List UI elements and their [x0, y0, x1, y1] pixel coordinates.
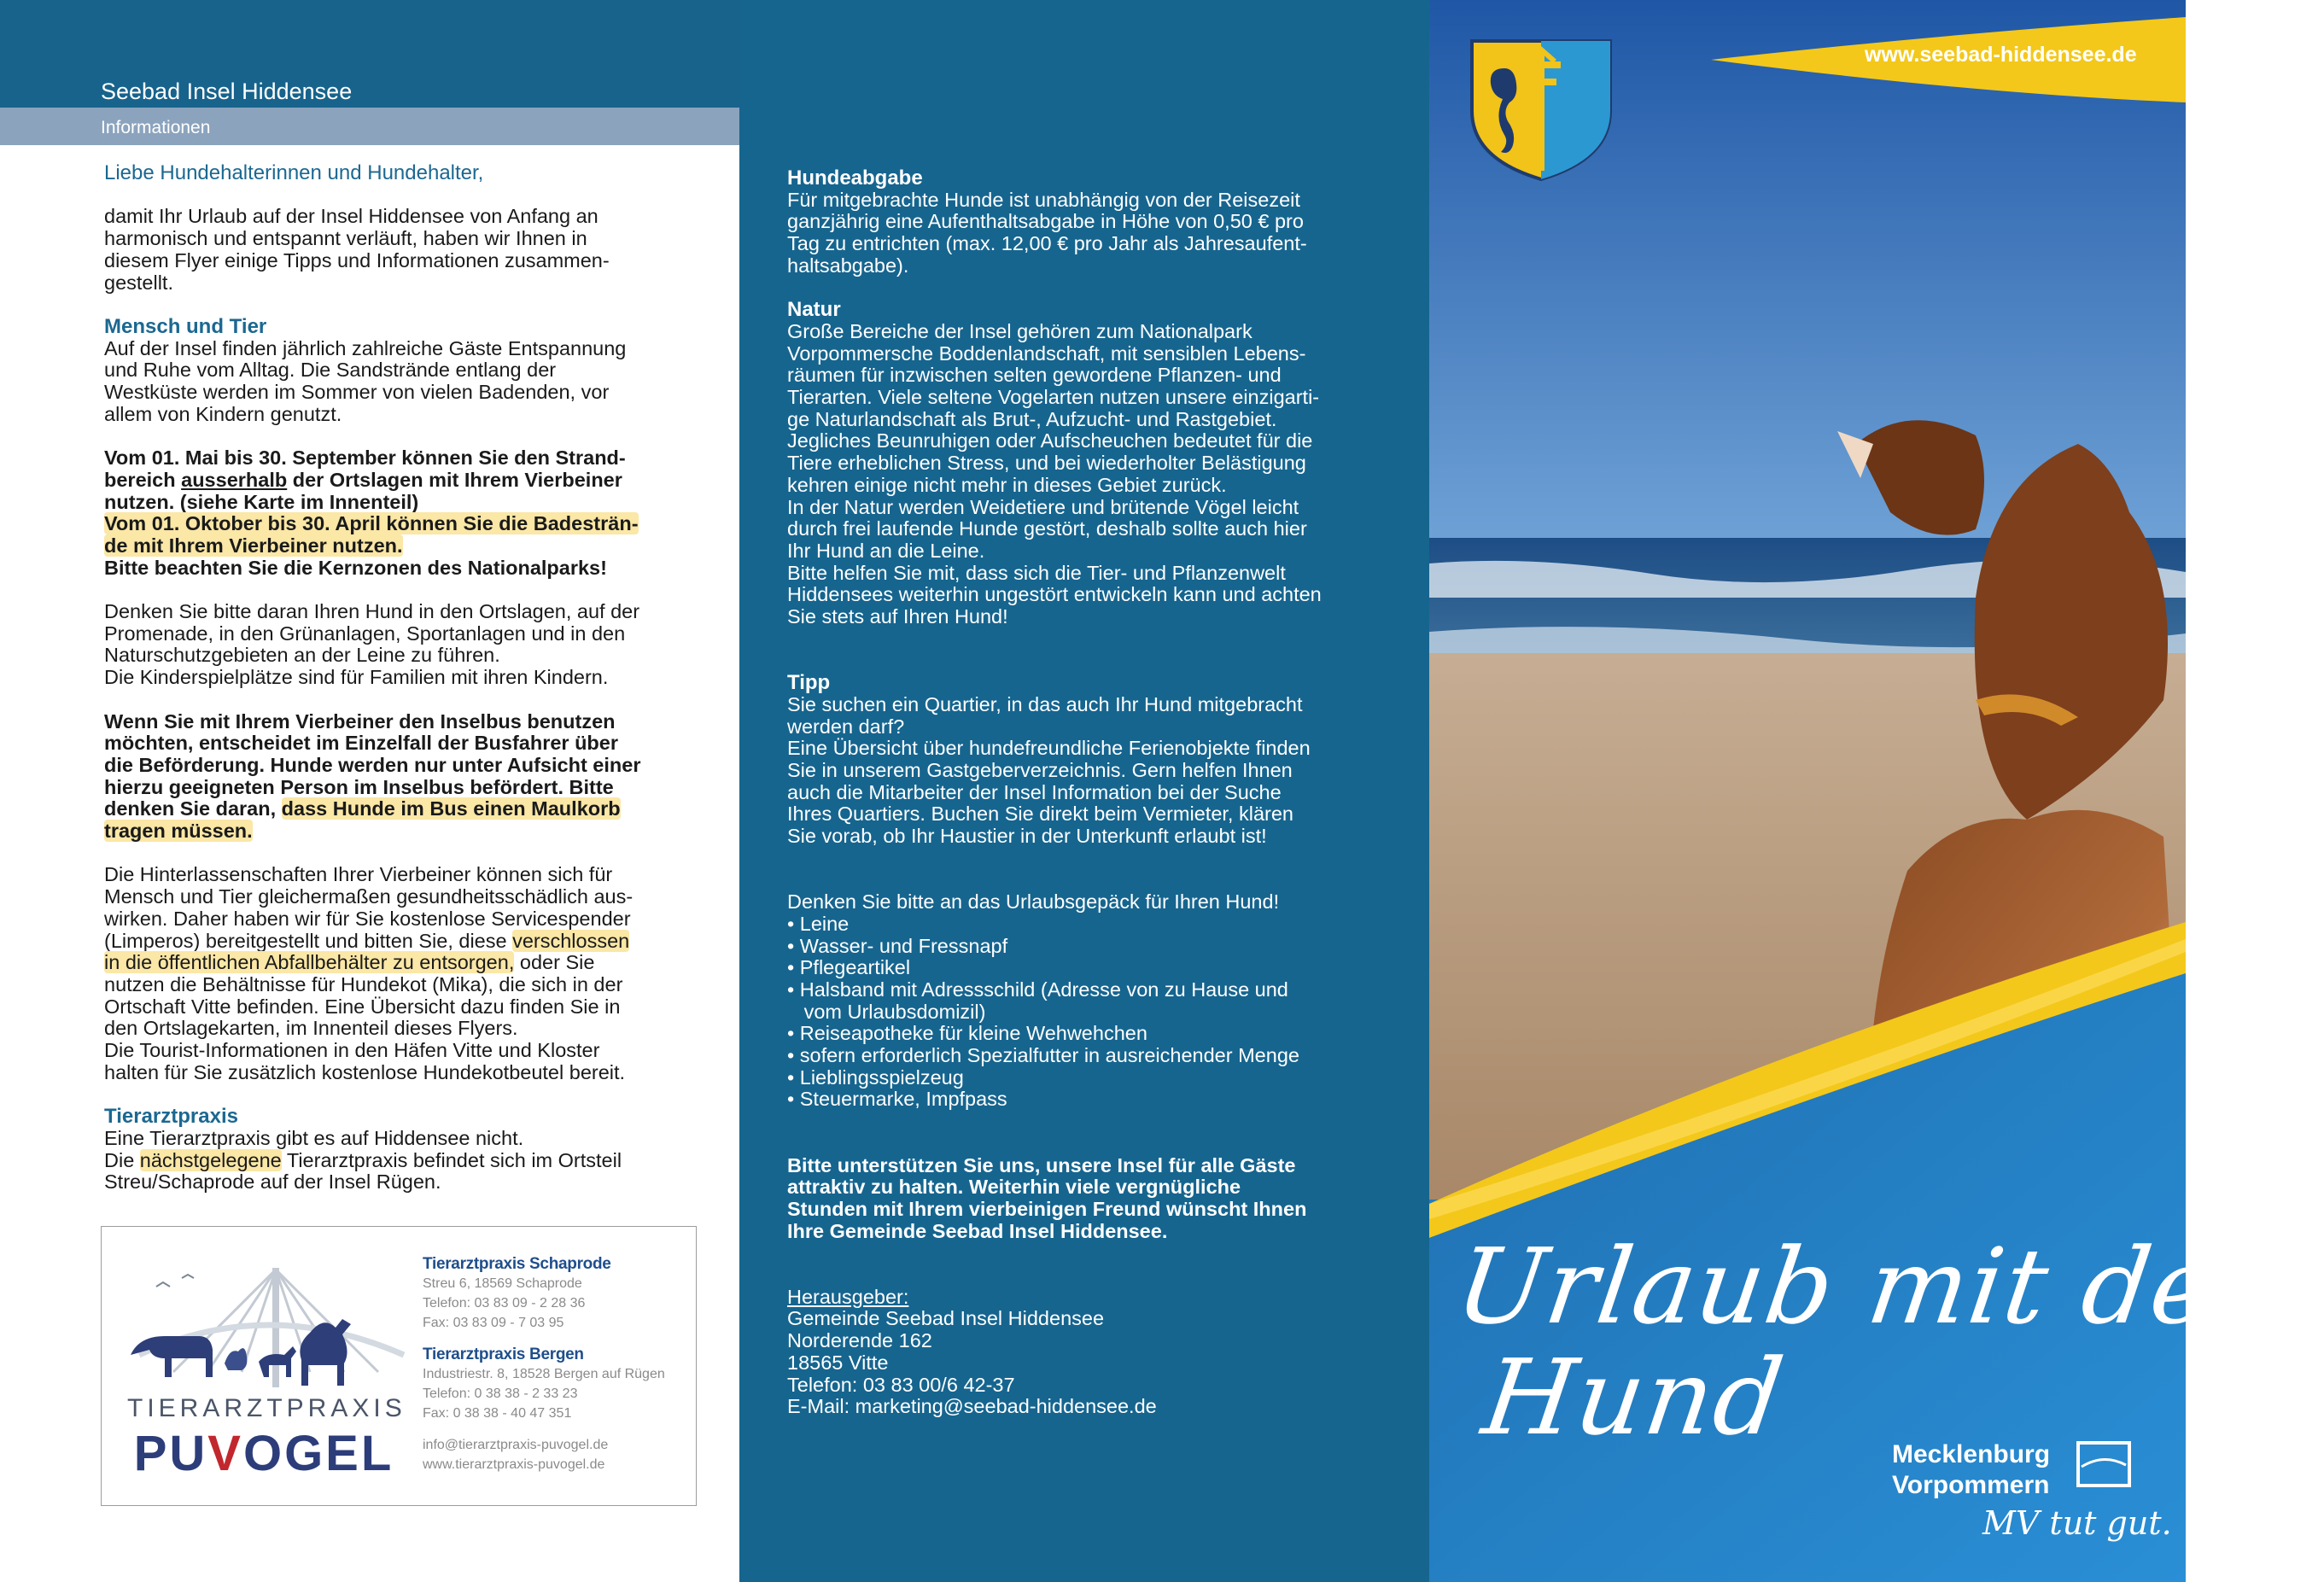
packing-item: • Steuermarke, Impfpass — [787, 1088, 1007, 1111]
maulkorb-highlight: dass Hunde im Bus einen Maulkorb — [281, 797, 621, 820]
mv-line1: Mecklenburg — [1892, 1440, 2051, 1468]
practice2-line: Telefon: 0 38 38 - 2 33 23 — [423, 1386, 578, 1401]
practice1-line: Fax: 03 83 09 - 7 03 95 — [423, 1316, 564, 1330]
panel-cover — [1429, 0, 2324, 1582]
intro-line: diesem Flyer einige Tipps und Informationen zusammen- — [104, 248, 610, 271]
ausserhalb-underlined: ausserhalb — [181, 468, 288, 491]
mensch-line: allem von Kindern genutzt. — [104, 402, 342, 425]
section-bar — [0, 108, 739, 145]
publisher-line: Norderende 162 — [787, 1329, 932, 1352]
packing-item: • Halsband mit Adressschild (Adresse von zu Hause und — [787, 978, 1288, 1001]
vet-contact-column — [423, 1254, 687, 1474]
tipp-line: werden darf? — [787, 715, 905, 738]
closing-message — [787, 1155, 1385, 1243]
bus-line: Wenn Sie mit Ihrem Vierbeiner den Inselbus benutzen — [104, 709, 616, 733]
waste-line: nutzen die Behältnisse für Hundekot (Mika), die sich in der — [104, 972, 623, 995]
vet-logo-name: PUVOGEL — [133, 1426, 394, 1481]
leash-line: Denken Sie bitte daran Ihren Hund in den Ortslagen, auf der — [104, 600, 640, 622]
mensch-line: Auf der Insel finden jährlich zahlreiche Gäste Entspannung — [104, 336, 627, 359]
abgabe-line: Für mitgebrachte Hunde ist unabhängig von der Reisezeit — [787, 188, 1300, 211]
practice2-name: Tierarztpraxis Bergen — [423, 1346, 584, 1363]
waste-line: Ortschaft Vitte befinden. Eine Übersicht dazu finden Sie in — [104, 995, 621, 1018]
packing-item: • Leine — [787, 912, 850, 935]
bus-line: die Beförderung. Hunde werden nur unter Aufsicht einer — [104, 753, 641, 776]
natur-line: Vorpommersche Boddenlandschaft, mit sensiblen Lebens- — [787, 342, 1306, 365]
closing-line: Ihre Gemeinde Seebad Insel Hiddensee. — [787, 1219, 1168, 1242]
tipp-line: auch die Mitarbeiter der Insel Information bei der Suche — [787, 780, 1282, 803]
packing-intro: Denken Sie bitte an das Urlaubsgepäck für Ihren Hund! — [787, 890, 1280, 914]
natur-line: Ihr Hund an die Leine. — [787, 539, 985, 562]
vet-email[interactable]: info@tierarztpraxis-puvogel.de — [423, 1438, 609, 1452]
organization-name: Seebad Insel Hiddensee — [101, 79, 353, 104]
publisher-phone: Telefon: 03 83 00/6 42-37 — [787, 1373, 1015, 1396]
waste-line: halten für Sie zusätzlich kostenlose Hundekotbeutel bereit. — [104, 1060, 626, 1083]
packing-item: vom Urlaubsdomizil) — [787, 1000, 986, 1023]
tipp-line: Sie vorab, ob Ihr Haustier in der Unterkunft erlaubt ist! — [787, 825, 1267, 848]
publisher-line: 18565 Vitte — [787, 1351, 889, 1374]
tipp-line: Ihres Quartiers. Buchen Sie direkt beim Vermieter, klären — [787, 803, 1293, 826]
tipp-heading: Tipp — [787, 671, 831, 695]
vet-website[interactable]: www.tierarztpraxis-puvogel.de — [423, 1457, 605, 1472]
waste-line: Die Hinterlassenschaften Ihrer Vierbeiner können sich für — [104, 863, 613, 886]
waste-line: Die Tourist-Informationen in den Häfen Vitte und Kloster — [104, 1039, 600, 1062]
natur-line: kehren einige nicht mehr in dieses Gebiet zurück. — [787, 473, 1227, 496]
intro-line: damit Ihr Urlaub auf der Insel Hiddensee von Anfang an — [104, 205, 599, 228]
closing-line: Stunden mit Ihrem vierbeinigen Freund wünscht Ihnen — [787, 1197, 1307, 1220]
waste-line: den Ortslagekarten, im Innenteil dieses Flyers. — [104, 1017, 518, 1040]
tipp-line: Sie suchen ein Quartier, in das auch Ihr Hund mitgebracht — [787, 692, 1303, 715]
practice1-name: Tierarztpraxis Schaprode — [423, 1255, 611, 1273]
natur-line: ge Naturlandschaft als Brut-, Aufzucht- und Rastgebiet. — [787, 407, 1277, 430]
section-label: Informationen — [101, 118, 211, 137]
natur-line: räumen für inzwischen selten gewordene Pflanzen- und — [787, 364, 1282, 387]
vet-line: Eine Tierarztpraxis gibt es auf Hiddensee nicht. — [104, 1126, 524, 1149]
mensch-line: und Ruhe vom Alltag. Die Sandstrände entlang der — [104, 359, 557, 382]
tierarztpraxis-heading: Tierarztpraxis — [104, 1105, 238, 1129]
practice2-line: Fax: 0 38 38 - 40 47 351 — [423, 1406, 572, 1421]
publisher-label: Herausgeber: — [787, 1285, 909, 1308]
closing-line: Bitte unterstützen Sie uns, unsere Insel für alle Gäste — [787, 1153, 1296, 1176]
waste-line: Mensch und Tier gleichermaßen gesundheitsschädlich aus- — [104, 885, 634, 908]
greeting: Liebe Hundehalterinnen und Hundehalter, — [104, 161, 484, 184]
intro-line: harmonisch und entspannt verläuft, haben wir Ihnen in — [104, 227, 587, 250]
bus-line: möchten, entscheidet im Einzelfall der Busfahrer über — [104, 732, 619, 755]
highlighted-rule: Vom 01. Oktober bis 30. April können Sie die Badesträn- — [104, 512, 639, 535]
waste-line: (Limperos) bereitgestellt und bitten Sie, diese verschlossen — [104, 929, 630, 952]
beach-rule-line: nutzen. (siehe Karte im Innenteil) — [104, 490, 419, 513]
website-link[interactable]: www.seebad-hiddensee.de — [1865, 43, 2137, 67]
vet-logo-top: TIERARZTPRAXIS — [127, 1394, 406, 1422]
vet-logo-illustration — [122, 1261, 412, 1398]
beach-rules — [104, 447, 702, 579]
tipp-line: Eine Übersicht über hundefreundliche Ferienobjekte finden — [787, 737, 1311, 760]
mensch-und-tier-heading: Mensch und Tier — [104, 314, 267, 338]
natur-heading: Natur — [787, 298, 841, 322]
abgabe-line: ganzjährig eine Aufenthaltsabgabe in Höhe von 0,50 € pro — [787, 210, 1304, 233]
cover-title-line2: Hund — [1475, 1337, 1792, 1458]
cover-title-line1: Urlaub mit dem — [1449, 1226, 2324, 1347]
bus-rules — [104, 711, 702, 843]
beach-rule-line: bereich ausserhalb der Ortslagen mit Ihrem Vierbeiner — [104, 468, 622, 491]
natur-line: Tierarten. Viele seltene Vogelarten nutzen unsere einzigarti- — [787, 386, 1320, 409]
packing-item: • sofern erforderlich Spezialfutter in ausreichender Menge — [787, 1044, 1299, 1067]
publisher-line: Gemeinde Seebad Insel Hiddensee — [787, 1307, 1105, 1330]
hundeabgabe-heading: Hundeabgabe — [787, 166, 923, 190]
tipp-line: Sie in unserem Gastgeberverzeichnis. Gern helfen Ihnen — [787, 758, 1293, 781]
closing-line: attraktiv zu halten. Weiterhin viele vergnügliche — [787, 1176, 1241, 1199]
leash-line: Promenade, in den Grünanlagen, Sportanlagen und in den — [104, 622, 626, 645]
packing-item: • Reiseapotheke für kleine Wehwehchen — [787, 1022, 1147, 1045]
practice1-line: Telefon: 03 83 09 - 2 28 36 — [423, 1296, 586, 1311]
natur-line: Sie stets auf Ihren Hund! — [787, 605, 1008, 628]
packing-item: • Lieblingsspielzeug — [787, 1065, 964, 1089]
natur-line: In der Natur werden Weidetiere und brütende Vögel leicht — [787, 495, 1299, 518]
packing-item: • Pflegeartikel — [787, 956, 911, 979]
waste-line: wirken. Daher haben wir für Sie kostenlose Servicespender — [104, 907, 631, 930]
vet-line: Die nächstgelegene Tierarztpraxis befindet sich im Ortsteil — [104, 1148, 622, 1171]
natur-line: Große Bereiche der Insel gehören zum Nationalpark — [787, 319, 1253, 342]
natur-line: Jegliches Beunruhigen oder Aufscheuchen bedeutet für die — [787, 429, 1313, 452]
leash-line: Die Kinderspielplätze sind für Familien mit ihren Kindern. — [104, 666, 609, 689]
vet-advertisement — [101, 1226, 697, 1506]
panel-details — [739, 0, 1429, 1582]
bus-line: hierzu geeigneten Person im Inselbus befördert. Bitte — [104, 775, 614, 798]
waste-line: in die öffentlichen Abfallbehälter zu entsorgen, oder Sie — [104, 951, 595, 974]
intro-text-block — [104, 162, 702, 1194]
natur-line: Hiddensees weiterhin ungestört entwickeln kann und achten — [787, 583, 1322, 606]
intro-line: gestellt. — [104, 271, 173, 294]
practice1-line: Streu 6, 18569 Schaprode — [423, 1276, 582, 1291]
mv-brand — [1892, 1439, 2050, 1501]
panel-informationen — [0, 0, 739, 1582]
natur-line: Tiere erheblichen Stress, und bei wiederholter Belästigung — [787, 452, 1306, 475]
beach-rule-line: Vom 01. Mai bis 30. September können Sie den Strand- — [104, 447, 626, 470]
practice2-line: Industriestr. 8, 18528 Bergen auf Rügen — [423, 1367, 665, 1381]
highlighted-rule: de mit Ihrem Vierbeiner nutzen. — [104, 534, 403, 557]
abgabe-line: haltsabgabe). — [787, 254, 909, 277]
abgabe-line: Tag zu entrichten (max. 12,00 € pro Jahr als Jahresaufent- — [787, 232, 1307, 255]
publisher-email[interactable]: E-Mail: marketing@seebad-hiddensee.de — [787, 1395, 1157, 1418]
mv-line2: Vorpommern — [1892, 1471, 2050, 1499]
natur-line: durch frei laufende Hunde gestört, deshalb sollte auch hier — [787, 517, 1307, 540]
bus-line: denken Sie daran, dass Hunde im Bus einen Maulkorb — [104, 797, 621, 820]
leash-line: Naturschutzgebieten an der Leine zu führen. — [104, 644, 500, 667]
mensch-line: Westküste werden im Sommer von vielen Badenden, vor — [104, 381, 610, 403]
packing-item: • Wasser- und Fressnapf — [787, 934, 1008, 957]
kernzonen-note: Bitte beachten Sie die Kernzonen des Nationalparks! — [104, 556, 607, 579]
natur-line: Bitte helfen Sie mit, dass sich die Tier- und Pflanzenwelt — [787, 561, 1286, 584]
details-text-block — [787, 167, 1385, 1418]
mv-slogan: MV tut gut. — [1982, 1504, 2172, 1542]
bus-line: tragen müssen. — [104, 820, 253, 843]
vet-line: Streu/Schaprode auf der Insel Rügen. — [104, 1170, 441, 1194]
